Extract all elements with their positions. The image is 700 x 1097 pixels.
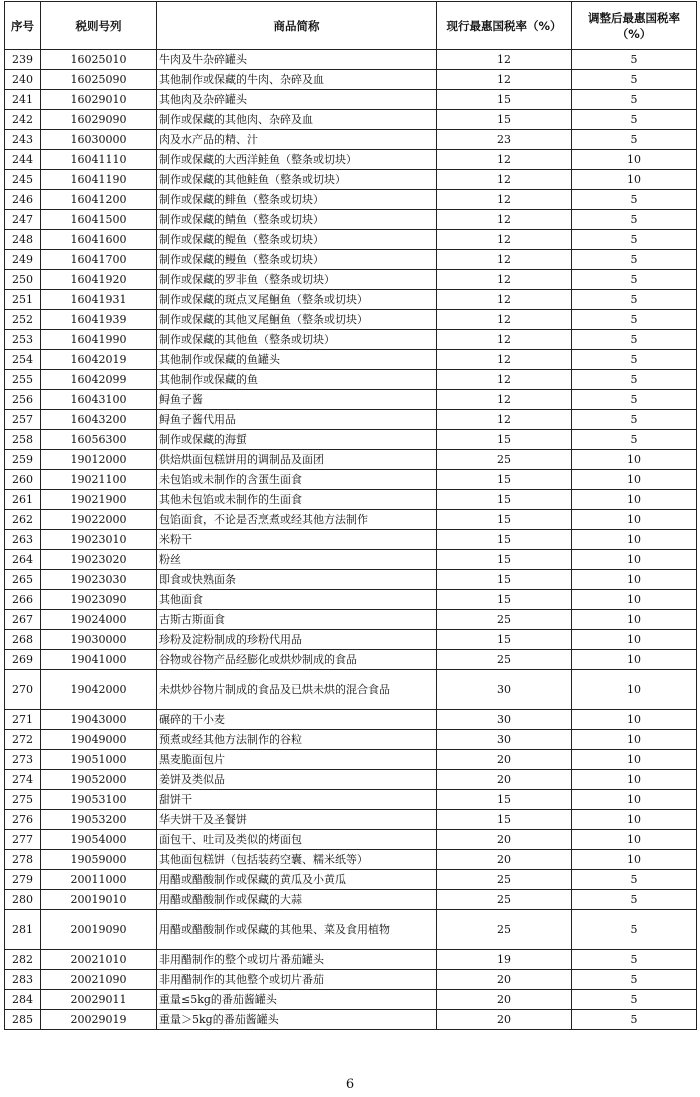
table-row: [5, 950, 697, 970]
cell-adjusted-rate: 10: [572, 550, 697, 570]
cell-product-name: 包馅面食，不论是否烹煮或经其他方法制作: [157, 510, 437, 530]
cell-tariff-code: 16041190: [41, 170, 157, 190]
cell-current-rate: 20: [437, 1010, 572, 1030]
cell-adjusted-rate: 5: [572, 430, 697, 450]
cell-seq: 280: [5, 890, 41, 910]
cell-tariff-code: 19024000: [41, 610, 157, 630]
table-row: [5, 310, 697, 330]
cell-tariff-code: 19023020: [41, 550, 157, 570]
table-row: [5, 550, 697, 570]
table-row: [5, 770, 697, 790]
cell-current-rate: 12: [437, 390, 572, 410]
cell-current-rate: 25: [437, 910, 572, 950]
cell-adjusted-rate: 5: [572, 290, 697, 310]
cell-product-name: 非用醋制作的其他整个或切片番茄: [157, 970, 437, 990]
table-row: [5, 810, 697, 830]
cell-current-rate: 15: [437, 590, 572, 610]
cell-seq: 282: [5, 950, 41, 970]
table-row: [5, 110, 697, 130]
cell-product-name: 米粉干: [157, 530, 437, 550]
table-row: [5, 290, 697, 310]
cell-seq: 241: [5, 90, 41, 110]
cell-seq: 266: [5, 590, 41, 610]
cell-seq: 253: [5, 330, 41, 350]
cell-tariff-code: 16056300: [41, 430, 157, 450]
header-current-rate: 现行最惠国税率（%）: [437, 2, 572, 50]
table-row: [5, 890, 697, 910]
cell-tariff-code: 19053200: [41, 810, 157, 830]
cell-current-rate: 15: [437, 470, 572, 490]
cell-seq: 285: [5, 1010, 41, 1030]
cell-product-name: 其他未包馅或未制作的生面食: [157, 490, 437, 510]
cell-tariff-code: 19021100: [41, 470, 157, 490]
cell-seq: 250: [5, 270, 41, 290]
table-row: [5, 990, 697, 1010]
cell-product-name: 姜饼及类似品: [157, 770, 437, 790]
table-row: [5, 470, 697, 490]
cell-tariff-code: 19023030: [41, 570, 157, 590]
table-row: [5, 970, 697, 990]
cell-current-rate: 15: [437, 550, 572, 570]
cell-current-rate: 15: [437, 570, 572, 590]
cell-adjusted-rate: 5: [572, 910, 697, 950]
cell-product-name: 粉丝: [157, 550, 437, 570]
cell-tariff-code: 16041500: [41, 210, 157, 230]
table-row: [5, 530, 697, 550]
cell-current-rate: 30: [437, 670, 572, 710]
cell-seq: 269: [5, 650, 41, 670]
cell-adjusted-rate: 5: [572, 230, 697, 250]
cell-current-rate: 12: [437, 190, 572, 210]
table-row: [5, 270, 697, 290]
cell-product-name: 其他面包糕饼（包括装药空囊、糯米纸等）: [157, 850, 437, 870]
cell-adjusted-rate: 10: [572, 730, 697, 750]
table-row: [5, 410, 697, 430]
cell-tariff-code: 16029090: [41, 110, 157, 130]
cell-seq: 249: [5, 250, 41, 270]
cell-current-rate: 12: [437, 230, 572, 250]
cell-seq: 279: [5, 870, 41, 890]
table-row: [5, 490, 697, 510]
cell-adjusted-rate: 5: [572, 390, 697, 410]
table-body: [5, 50, 697, 1030]
cell-current-rate: 12: [437, 210, 572, 230]
cell-product-name: 用醋或醋酸制作或保藏的大蒜: [157, 890, 437, 910]
cell-current-rate: 12: [437, 310, 572, 330]
cell-tariff-code: 19030000: [41, 630, 157, 650]
cell-tariff-code: 19021900: [41, 490, 157, 510]
cell-current-rate: 20: [437, 830, 572, 850]
table-row: [5, 630, 697, 650]
table-row: [5, 1010, 697, 1030]
cell-adjusted-rate: 5: [572, 110, 697, 130]
cell-adjusted-rate: 5: [572, 370, 697, 390]
cell-product-name: 用醋或醋酸制作或保藏的黄瓜及小黄瓜: [157, 870, 437, 890]
cell-seq: 263: [5, 530, 41, 550]
cell-product-name: 甜饼干: [157, 790, 437, 810]
cell-product-name: 制作或保藏的其他鲑鱼（整条或切块）: [157, 170, 437, 190]
cell-tariff-code: 16041200: [41, 190, 157, 210]
cell-current-rate: 15: [437, 790, 572, 810]
cell-tariff-code: 19051000: [41, 750, 157, 770]
cell-current-rate: 20: [437, 990, 572, 1010]
cell-seq: 242: [5, 110, 41, 130]
cell-seq: 245: [5, 170, 41, 190]
cell-product-name: 非用醋制作的整个或切片番茄罐头: [157, 950, 437, 970]
cell-tariff-code: 20021090: [41, 970, 157, 990]
cell-product-name: 制作或保藏的罗非鱼（整条或切块）: [157, 270, 437, 290]
cell-adjusted-rate: 10: [572, 590, 697, 610]
cell-seq: 262: [5, 510, 41, 530]
cell-product-name: 肉及水产品的精、汁: [157, 130, 437, 150]
cell-current-rate: 12: [437, 250, 572, 270]
table-row: [5, 50, 697, 70]
cell-adjusted-rate: 10: [572, 750, 697, 770]
table-header: [5, 2, 697, 50]
cell-current-rate: 12: [437, 50, 572, 70]
cell-seq: 239: [5, 50, 41, 70]
cell-adjusted-rate: 10: [572, 450, 697, 470]
cell-product-name: 未烘炒谷物片制成的食品及已烘未烘的混合食品: [157, 670, 437, 710]
cell-product-name: 制作或保藏的其他肉、杂碎及血: [157, 110, 437, 130]
cell-tariff-code: 16025010: [41, 50, 157, 70]
cell-seq: 275: [5, 790, 41, 810]
cell-current-rate: 15: [437, 110, 572, 130]
cell-current-rate: 15: [437, 530, 572, 550]
cell-product-name: 即食或快熟面条: [157, 570, 437, 590]
cell-adjusted-rate: 5: [572, 990, 697, 1010]
cell-current-rate: 12: [437, 290, 572, 310]
cell-tariff-code: 19023090: [41, 590, 157, 610]
cell-tariff-code: 16041700: [41, 250, 157, 270]
cell-product-name: 其他制作或保藏的鱼: [157, 370, 437, 390]
cell-seq: 261: [5, 490, 41, 510]
cell-adjusted-rate: 10: [572, 810, 697, 830]
cell-tariff-code: 16029010: [41, 90, 157, 110]
cell-tariff-code: 16041939: [41, 310, 157, 330]
cell-product-name: 制作或保藏的其他叉尾鮰鱼（整条或切块）: [157, 310, 437, 330]
cell-current-rate: 20: [437, 850, 572, 870]
cell-adjusted-rate: 10: [572, 530, 697, 550]
cell-adjusted-rate: 10: [572, 650, 697, 670]
cell-seq: 277: [5, 830, 41, 850]
cell-tariff-code: 19052000: [41, 770, 157, 790]
cell-seq: 259: [5, 450, 41, 470]
cell-adjusted-rate: 10: [572, 770, 697, 790]
table-row: [5, 710, 697, 730]
cell-product-name: 其他制作或保藏的鱼罐头: [157, 350, 437, 370]
table-row: [5, 910, 697, 950]
cell-product-name: 其他面食: [157, 590, 437, 610]
cell-current-rate: 30: [437, 730, 572, 750]
cell-tariff-code: 19049000: [41, 730, 157, 750]
header-row: [5, 2, 697, 50]
cell-tariff-code: 16041931: [41, 290, 157, 310]
cell-tariff-code: 16041600: [41, 230, 157, 250]
cell-product-name: 制作或保藏的其他鱼（整条或切块）: [157, 330, 437, 350]
cell-seq: 284: [5, 990, 41, 1010]
cell-current-rate: 12: [437, 410, 572, 430]
cell-adjusted-rate: 5: [572, 190, 697, 210]
cell-tariff-code: 20019090: [41, 910, 157, 950]
table-row: [5, 170, 697, 190]
cell-product-name: 未包馅或未制作的含蛋生面食: [157, 470, 437, 490]
cell-seq: 247: [5, 210, 41, 230]
cell-seq: 274: [5, 770, 41, 790]
page-number: 6: [345, 1077, 355, 1092]
table-row: [5, 570, 697, 590]
cell-tariff-code: 16041990: [41, 330, 157, 350]
table-row: [5, 130, 697, 150]
cell-current-rate: 19: [437, 950, 572, 970]
cell-seq: 256: [5, 390, 41, 410]
header-tariff-code: 税则号列: [41, 2, 157, 50]
cell-product-name: 制作或保藏的鲱鱼（整条或切块）: [157, 190, 437, 210]
cell-tariff-code: 19059000: [41, 850, 157, 870]
cell-seq: 272: [5, 730, 41, 750]
cell-product-name: 供焙烘面包糕饼用的调制品及面团: [157, 450, 437, 470]
cell-current-rate: 12: [437, 150, 572, 170]
cell-product-name: 预煮或经其他方法制作的谷粒: [157, 730, 437, 750]
table-row: [5, 750, 697, 770]
cell-adjusted-rate: 5: [572, 310, 697, 330]
cell-product-name: 黑麦脆面包片: [157, 750, 437, 770]
cell-adjusted-rate: 5: [572, 350, 697, 370]
cell-current-rate: 25: [437, 450, 572, 470]
table-row: [5, 350, 697, 370]
cell-tariff-code: 19043000: [41, 710, 157, 730]
cell-seq: 260: [5, 470, 41, 490]
cell-seq: 251: [5, 290, 41, 310]
cell-product-name: 华夫饼干及圣餐饼: [157, 810, 437, 830]
cell-seq: 264: [5, 550, 41, 570]
table-row: [5, 430, 697, 450]
table-row: [5, 650, 697, 670]
cell-adjusted-rate: 5: [572, 50, 697, 70]
header-seq: 序号: [5, 2, 41, 50]
cell-tariff-code: 19054000: [41, 830, 157, 850]
table-row: [5, 70, 697, 90]
cell-current-rate: 20: [437, 970, 572, 990]
cell-product-name: 牛肉及牛杂碎罐头: [157, 50, 437, 70]
cell-current-rate: 20: [437, 770, 572, 790]
cell-adjusted-rate: 10: [572, 170, 697, 190]
cell-adjusted-rate: 5: [572, 1010, 697, 1030]
table-row: [5, 450, 697, 470]
cell-current-rate: 12: [437, 330, 572, 350]
cell-product-name: 重量＞5kg的番茄酱罐头: [157, 1010, 437, 1030]
cell-tariff-code: 16041110: [41, 150, 157, 170]
cell-seq: 252: [5, 310, 41, 330]
cell-seq: 246: [5, 190, 41, 210]
table-row: [5, 330, 697, 350]
cell-current-rate: 15: [437, 810, 572, 830]
cell-tariff-code: 16042019: [41, 350, 157, 370]
cell-current-rate: 25: [437, 890, 572, 910]
cell-product-name: 古斯古斯面食: [157, 610, 437, 630]
cell-seq: 265: [5, 570, 41, 590]
cell-seq: 270: [5, 670, 41, 710]
cell-seq: 254: [5, 350, 41, 370]
cell-adjusted-rate: 10: [572, 490, 697, 510]
cell-current-rate: 20: [437, 750, 572, 770]
cell-adjusted-rate: 5: [572, 950, 697, 970]
cell-seq: 244: [5, 150, 41, 170]
cell-adjusted-rate: 10: [572, 710, 697, 730]
cell-tariff-code: 16042099: [41, 370, 157, 390]
cell-current-rate: 23: [437, 130, 572, 150]
cell-current-rate: 30: [437, 710, 572, 730]
cell-adjusted-rate: 5: [572, 130, 697, 150]
cell-adjusted-rate: 10: [572, 670, 697, 710]
cell-adjusted-rate: 5: [572, 330, 697, 350]
cell-tariff-code: 20019010: [41, 890, 157, 910]
table-row: [5, 370, 697, 390]
cell-tariff-code: 20011000: [41, 870, 157, 890]
cell-adjusted-rate: 5: [572, 870, 697, 890]
cell-seq: 281: [5, 910, 41, 950]
cell-product-name: 制作或保藏的鳗鱼（整条或切块）: [157, 250, 437, 270]
header-adjusted-rate: 调整后最惠国税率（%）: [572, 2, 697, 50]
cell-current-rate: 25: [437, 650, 572, 670]
cell-seq: 278: [5, 850, 41, 870]
cell-seq: 255: [5, 370, 41, 390]
cell-tariff-code: 19041000: [41, 650, 157, 670]
table-row: [5, 670, 697, 710]
cell-current-rate: 25: [437, 610, 572, 630]
cell-tariff-code: 20029019: [41, 1010, 157, 1030]
cell-current-rate: 12: [437, 70, 572, 90]
cell-tariff-code: 20029011: [41, 990, 157, 1010]
cell-tariff-code: 20021010: [41, 950, 157, 970]
cell-current-rate: 15: [437, 630, 572, 650]
cell-product-name: 制作或保藏的海蜇: [157, 430, 437, 450]
cell-adjusted-rate: 5: [572, 270, 697, 290]
cell-current-rate: 15: [437, 90, 572, 110]
cell-seq: 267: [5, 610, 41, 630]
cell-tariff-code: 19012000: [41, 450, 157, 470]
cell-current-rate: 15: [437, 430, 572, 450]
cell-product-name: 用醋或醋酸制作或保藏的其他果、菜及食用植物: [157, 910, 437, 950]
cell-adjusted-rate: 10: [572, 850, 697, 870]
cell-current-rate: 12: [437, 270, 572, 290]
table-row: [5, 730, 697, 750]
cell-seq: 258: [5, 430, 41, 450]
table-row: [5, 390, 697, 410]
cell-seq: 243: [5, 130, 41, 150]
cell-adjusted-rate: 5: [572, 410, 697, 430]
cell-product-name: 制作或保藏的鳀鱼（整条或切块）: [157, 230, 437, 250]
cell-adjusted-rate: 5: [572, 250, 697, 270]
cell-current-rate: 15: [437, 490, 572, 510]
cell-product-name: 珍粉及淀粉制成的珍粉代用品: [157, 630, 437, 650]
cell-seq: 268: [5, 630, 41, 650]
cell-tariff-code: 16041920: [41, 270, 157, 290]
table-row: [5, 590, 697, 610]
cell-adjusted-rate: 5: [572, 90, 697, 110]
cell-tariff-code: 16043200: [41, 410, 157, 430]
cell-product-name: 碾碎的干小麦: [157, 710, 437, 730]
cell-adjusted-rate: 10: [572, 150, 697, 170]
cell-current-rate: 25: [437, 870, 572, 890]
cell-tariff-code: 16025090: [41, 70, 157, 90]
cell-product-name: 制作或保藏的鲭鱼（整条或切块）: [157, 210, 437, 230]
table-row: [5, 230, 697, 250]
cell-product-name: 重量≤5kg的番茄酱罐头: [157, 990, 437, 1010]
cell-adjusted-rate: 5: [572, 970, 697, 990]
cell-adjusted-rate: 10: [572, 630, 697, 650]
cell-adjusted-rate: 10: [572, 830, 697, 850]
cell-product-name: 制作或保藏的大西洋鲑鱼（整条或切块）: [157, 150, 437, 170]
table-row: [5, 190, 697, 210]
cell-tariff-code: 19023010: [41, 530, 157, 550]
table-row: [5, 870, 697, 890]
cell-product-name: 其他制作或保藏的牛肉、杂碎及血: [157, 70, 437, 90]
cell-seq: 273: [5, 750, 41, 770]
cell-product-name: 其他肉及杂碎罐头: [157, 90, 437, 110]
table-row: [5, 150, 697, 170]
cell-tariff-code: 19042000: [41, 670, 157, 710]
cell-adjusted-rate: 10: [572, 610, 697, 630]
cell-current-rate: 12: [437, 370, 572, 390]
table-row: [5, 830, 697, 850]
cell-seq: 257: [5, 410, 41, 430]
cell-product-name: 鲟鱼子酱代用品: [157, 410, 437, 430]
cell-adjusted-rate: 10: [572, 790, 697, 810]
cell-adjusted-rate: 10: [572, 570, 697, 590]
cell-adjusted-rate: 5: [572, 70, 697, 90]
cell-adjusted-rate: 5: [572, 210, 697, 230]
cell-current-rate: 15: [437, 510, 572, 530]
cell-seq: 240: [5, 70, 41, 90]
cell-current-rate: 12: [437, 170, 572, 190]
cell-tariff-code: 16030000: [41, 130, 157, 150]
table-row: [5, 90, 697, 110]
header-product-name: 商品简称: [157, 2, 437, 50]
table-row: [5, 250, 697, 270]
table-row: [5, 850, 697, 870]
cell-adjusted-rate: 5: [572, 890, 697, 910]
cell-seq: 271: [5, 710, 41, 730]
cell-seq: 276: [5, 810, 41, 830]
cell-product-name: 面包干、吐司及类似的烤面包: [157, 830, 437, 850]
cell-current-rate: 12: [437, 350, 572, 370]
cell-product-name: 谷物或谷物产品经膨化或烘炒制成的食品: [157, 650, 437, 670]
cell-seq: 283: [5, 970, 41, 990]
table-row: [5, 510, 697, 530]
cell-tariff-code: 19053100: [41, 790, 157, 810]
table-row: [5, 210, 697, 230]
cell-seq: 248: [5, 230, 41, 250]
table-row: [5, 610, 697, 630]
cell-adjusted-rate: 10: [572, 470, 697, 490]
table-row: [5, 790, 697, 810]
cell-adjusted-rate: 10: [572, 510, 697, 530]
cell-product-name: 鲟鱼子酱: [157, 390, 437, 410]
tariff-table: [4, 1, 697, 1030]
cell-tariff-code: 16043100: [41, 390, 157, 410]
cell-product-name: 制作或保藏的斑点叉尾鮰鱼（整条或切块）: [157, 290, 437, 310]
cell-tariff-code: 19022000: [41, 510, 157, 530]
